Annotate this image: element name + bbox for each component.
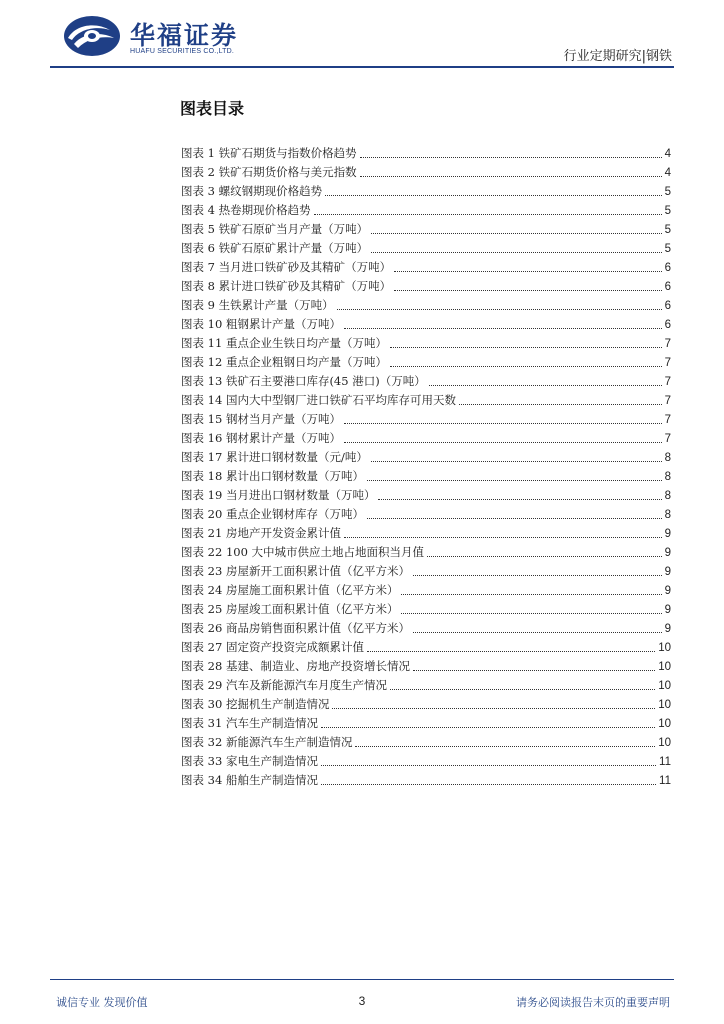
toc-entry[interactable] [181, 201, 671, 220]
toc-entry-page: 4 [664, 167, 671, 179]
toc-entry-label: 图表 32 新能源汽车生产制造情况 [181, 735, 353, 749]
toc-entry-label: 图表 27 固定资产投资完成额累计值 [181, 640, 364, 654]
toc-entry[interactable] [181, 524, 671, 543]
toc-entry-label: 图表 30 挖掘机生产制造情况 [181, 697, 330, 711]
toc-entry-page: 9 [664, 623, 671, 635]
toc-entry-leader [401, 593, 661, 595]
toc-entry[interactable] [181, 771, 671, 790]
toc-entry-page: 5 [664, 224, 671, 236]
toc-entry[interactable] [181, 733, 671, 752]
toc-entry-label: 图表 26 商品房销售面积累计值（亿平方米） [181, 621, 410, 635]
toc-entry-leader [367, 517, 662, 519]
toc-entry[interactable] [181, 220, 671, 239]
toc-entry-leader [321, 764, 656, 766]
toc-entry[interactable] [181, 467, 671, 486]
toc-entry-label: 图表 5 铁矿石原矿当月产量（万吨） [181, 222, 369, 236]
toc-entry-page: 7 [664, 433, 671, 445]
toc-entry[interactable] [181, 695, 671, 714]
toc-entry[interactable] [181, 638, 671, 657]
toc-entry-label: 图表 7 当月进口铁矿砂及其精矿（万吨） [181, 260, 392, 274]
toc-entry-leader [401, 612, 661, 614]
toc-entry-label: 图表 31 汽车生产制造情况 [181, 716, 318, 730]
toc-entry-leader [337, 308, 662, 310]
toc-entry-leader [325, 194, 661, 196]
toc-entry-page: 11 [659, 775, 671, 787]
toc-entry-label: 图表 6 铁矿石原矿累计产量（万吨） [181, 241, 369, 255]
toc-entry-leader [394, 289, 661, 291]
toc-entry-page: 5 [664, 186, 671, 198]
toc-entry-page: 9 [664, 528, 671, 540]
toc-entry[interactable] [181, 676, 671, 695]
header-divider [50, 66, 674, 68]
toc-entry-leader [459, 403, 662, 405]
toc-entry[interactable] [181, 182, 671, 201]
footer-divider [50, 979, 674, 980]
toc-list [181, 144, 671, 790]
toc-entry[interactable] [181, 144, 671, 163]
toc-entry-label: 图表 10 粗钢累计产量（万吨） [181, 317, 341, 331]
toc-entry-label: 图表 12 重点企业粗钢日均产量（万吨） [181, 355, 387, 369]
toc-entry-leader [344, 441, 662, 443]
toc-title: 图表目录 [180, 99, 245, 118]
toc-entry-leader [332, 707, 655, 709]
toc-entry-page: 10 [658, 718, 671, 730]
company-logo [62, 14, 262, 60]
toc-entry[interactable] [181, 296, 671, 315]
toc-entry-leader [413, 574, 662, 576]
toc-entry-leader [390, 365, 662, 367]
toc-entry-label: 图表 1 铁矿石期货与指数价格趋势 [181, 146, 357, 160]
toc-entry[interactable] [181, 334, 671, 353]
toc-entry-label: 图表 2 铁矿石期货价格与美元指数 [181, 165, 357, 179]
toc-entry-leader [344, 536, 662, 538]
toc-entry-leader [321, 783, 656, 785]
toc-entry-page: 8 [664, 452, 671, 464]
toc-entry-leader [371, 232, 661, 234]
toc-entry-leader [360, 156, 662, 158]
toc-entry-leader [314, 213, 662, 215]
toc-entry[interactable] [181, 315, 671, 334]
huafu-logo-icon [62, 14, 122, 58]
toc-entry-label: 图表 22 100 大中城市供应土地占地面积当月值 [181, 545, 425, 559]
toc-entry[interactable] [181, 657, 671, 676]
toc-entry-page: 6 [664, 262, 671, 274]
toc-entry-label: 图表 13 铁矿石主要港口库存(45 港口)（万吨） [181, 374, 426, 388]
toc-entry[interactable] [181, 239, 671, 258]
toc-entry-page: 8 [664, 471, 671, 483]
toc-entry-page: 9 [664, 547, 671, 559]
toc-entry-page: 10 [658, 680, 671, 692]
toc-entry[interactable] [181, 448, 671, 467]
toc-entry-label: 图表 19 当月进出口钢材数量（万吨） [181, 488, 376, 502]
toc-entry-label: 图表 33 家电生产制造情况 [181, 754, 318, 768]
toc-entry-leader [367, 479, 662, 481]
toc-entry-page: 9 [664, 604, 671, 616]
toc-entry[interactable] [181, 353, 671, 372]
toc-entry-label: 图表 8 累计进口铁矿砂及其精矿（万吨） [181, 279, 392, 293]
toc-entry-leader [321, 726, 655, 728]
toc-entry-leader [429, 384, 662, 386]
toc-entry[interactable] [181, 543, 671, 562]
toc-entry[interactable] [181, 752, 671, 771]
toc-entry-label: 图表 29 汽车及新能源汽车月度生产情况 [181, 678, 387, 692]
toc-entry-leader [371, 251, 661, 253]
toc-entry-page: 6 [664, 281, 671, 293]
toc-entry[interactable] [181, 714, 671, 733]
footer-disclaimer: 请务必阅读报告末页的重要声明 [516, 996, 670, 1009]
toc-entry[interactable] [181, 258, 671, 277]
toc-entry-page: 7 [664, 395, 671, 407]
toc-entry[interactable] [181, 505, 671, 524]
toc-entry-page: 8 [664, 509, 671, 521]
toc-entry-page: 6 [664, 300, 671, 312]
toc-entry-page: 6 [664, 319, 671, 331]
toc-entry-label: 图表 20 重点企业钢材库存（万吨） [181, 507, 364, 521]
toc-entry-page: 7 [664, 376, 671, 388]
toc-entry-page: 5 [664, 205, 671, 217]
toc-entry[interactable] [181, 372, 671, 391]
toc-entry-leader [390, 688, 655, 690]
toc-entry-page: 10 [658, 642, 671, 654]
toc-entry[interactable] [181, 277, 671, 296]
toc-entry-label: 图表 28 基建、制造业、房地产投资增长情况 [181, 659, 410, 673]
toc-entry[interactable] [181, 581, 671, 600]
toc-entry-label: 图表 15 钢材当月产量（万吨） [181, 412, 341, 426]
toc-entry-label: 图表 3 螺纹钢期现价格趋势 [181, 184, 323, 198]
toc-entry-label: 图表 24 房屋施工面积累计值（亿平方米） [181, 583, 399, 597]
toc-entry-label: 图表 4 热卷期现价格趋势 [181, 203, 311, 217]
toc-entry-page: 7 [664, 338, 671, 350]
toc-entry-label: 图表 18 累计出口钢材数量（万吨） [181, 469, 364, 483]
toc-entry-leader [413, 631, 662, 633]
toc-entry-page: 7 [664, 357, 671, 369]
toc-entry-label: 图表 16 钢材累计产量（万吨） [181, 431, 341, 445]
toc-entry[interactable] [181, 486, 671, 505]
toc-entry-label: 图表 21 房地产开发资金累计值 [181, 526, 341, 540]
toc-entry-label: 图表 9 生铁累计产量（万吨） [181, 298, 334, 312]
toc-entry-label: 图表 25 房屋竣工面积累计值（亿平方米） [181, 602, 399, 616]
toc-entry-page: 5 [664, 243, 671, 255]
toc-entry-page: 8 [664, 490, 671, 502]
toc-entry[interactable] [181, 429, 671, 448]
toc-entry-label: 图表 11 重点企业生铁日均产量（万吨） [181, 336, 387, 350]
page-number: 3 [358, 994, 366, 1008]
toc-entry-page: 9 [664, 566, 671, 578]
toc-entry-leader [390, 346, 662, 348]
report-category: 行业定期研究|钢铁 [563, 49, 672, 64]
toc-entry-label: 图表 17 累计进口钢材数量（元/吨） [181, 450, 368, 464]
toc-entry-leader [344, 327, 662, 329]
toc-entry-leader [427, 555, 662, 557]
logo-chinese-name: 华福证券 [130, 21, 239, 50]
toc-entry-page: 10 [658, 661, 671, 673]
toc-entry[interactable] [181, 163, 671, 182]
toc-entry[interactable] [181, 410, 671, 429]
toc-entry-leader [413, 669, 655, 671]
logo-english-name: HUAFU SECURITIES CO.,LTD. [130, 48, 235, 55]
toc-entry-page: 10 [658, 737, 671, 749]
footer-slogan: 诚信专业 发现价值 [56, 996, 148, 1009]
toc-entry-label: 图表 14 国内大中型钢厂进口铁矿石平均库存可用天数 [181, 393, 456, 407]
toc-entry-leader [378, 498, 661, 500]
toc-entry-page: 11 [659, 756, 671, 768]
toc-entry-leader [394, 270, 661, 272]
toc-entry-leader [344, 422, 662, 424]
toc-entry-leader [367, 650, 655, 652]
toc-entry-page: 10 [658, 699, 671, 711]
toc-entry[interactable] [181, 391, 671, 410]
toc-entry[interactable] [181, 619, 671, 638]
toc-entry[interactable] [181, 562, 671, 581]
toc-entry-leader [360, 175, 662, 177]
toc-entry[interactable] [181, 600, 671, 619]
toc-entry-label: 图表 23 房屋新开工面积累计值（亿平方米） [181, 564, 410, 578]
toc-entry-page: 7 [664, 414, 671, 426]
toc-entry-page: 9 [664, 585, 671, 597]
toc-entry-leader [371, 460, 662, 462]
toc-entry-label: 图表 34 船舶生产制造情况 [181, 773, 318, 787]
toc-entry-page: 4 [664, 148, 671, 160]
toc-entry-leader [355, 745, 655, 747]
